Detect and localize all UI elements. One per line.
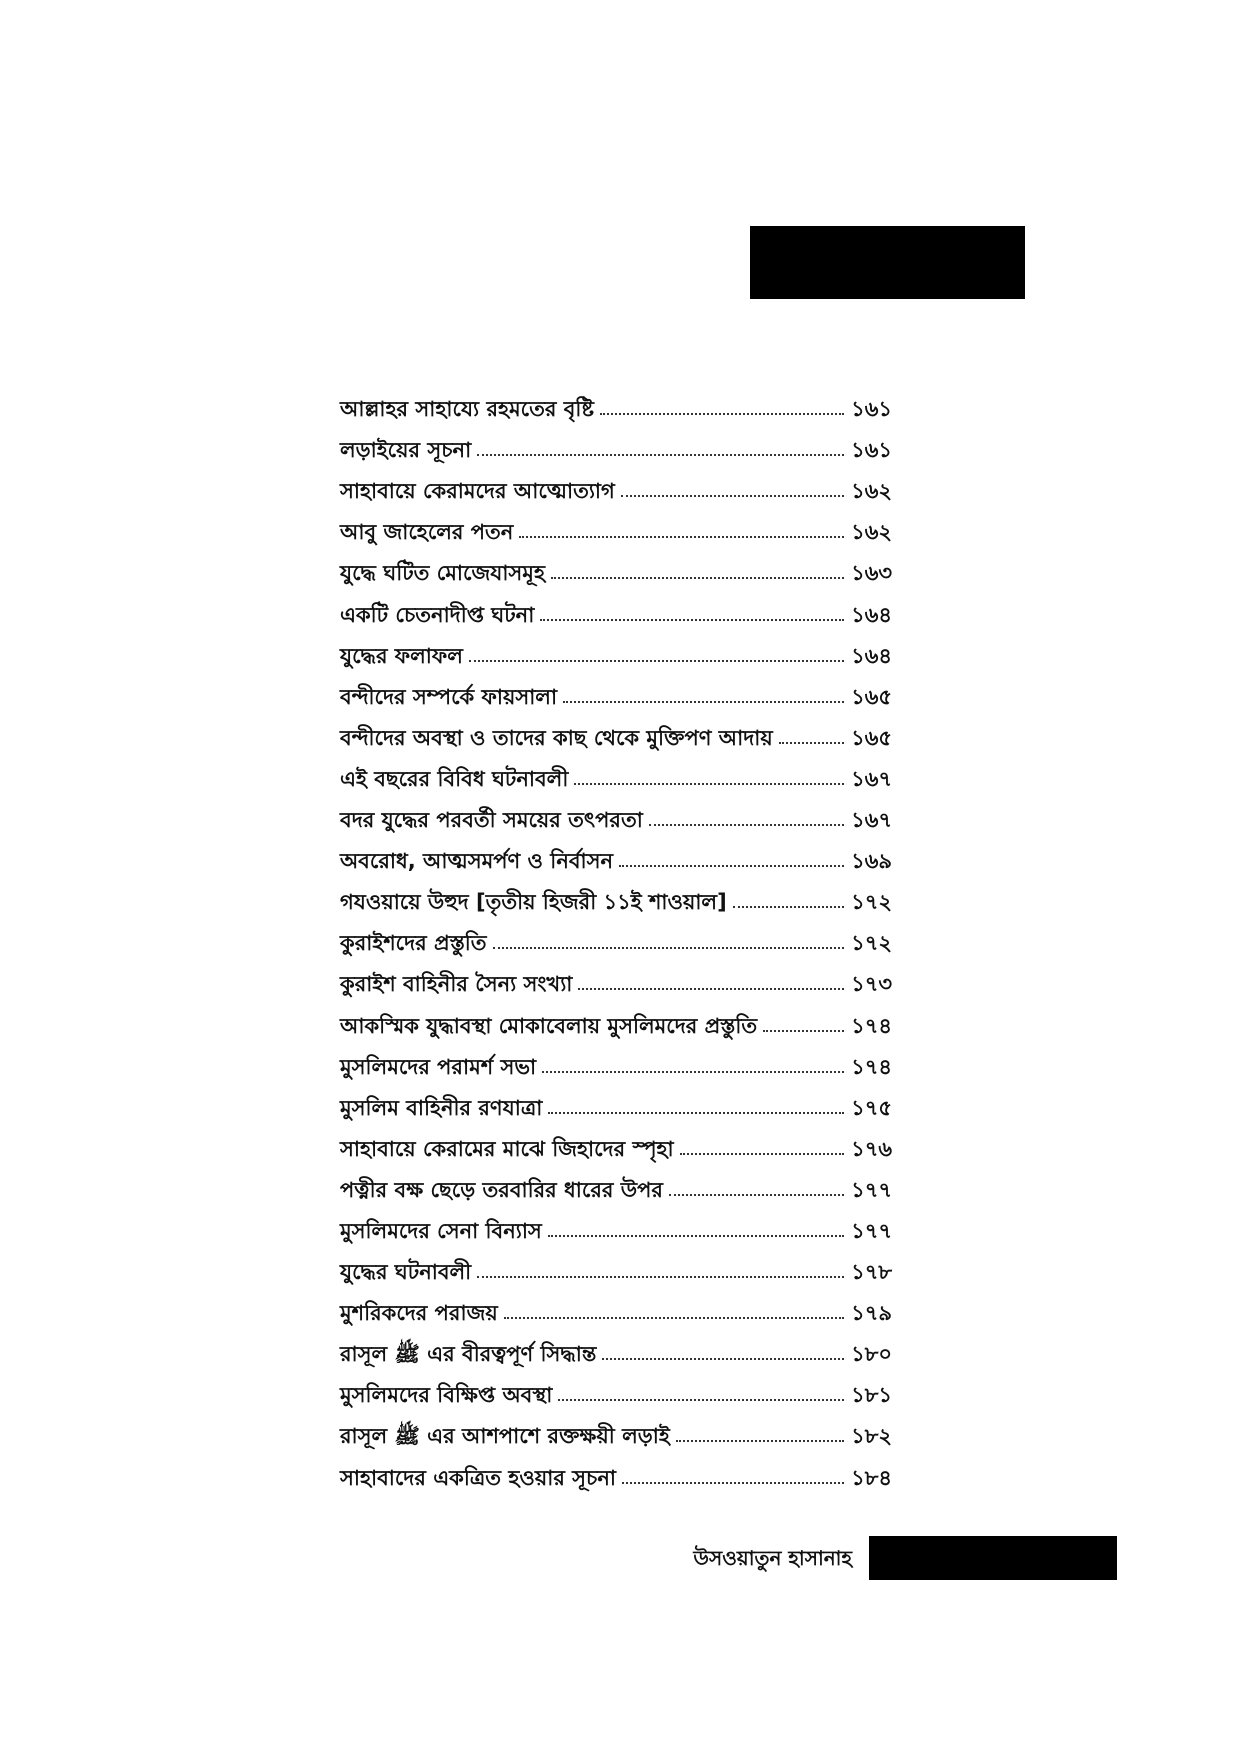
toc-entry-page-number: ১৭৭ [851, 1177, 892, 1202]
toc-entry-page-number: ১৬৫ [851, 684, 892, 709]
toc-entry-page-number: ১৭৫ [851, 1095, 892, 1120]
header-black-block [750, 226, 1025, 299]
toc-entry-title: কুরাইশদের প্রস্তুতি [340, 931, 487, 956]
toc-entry-title: মুশরিকদের পরাজয় [340, 1301, 498, 1326]
toc-entry-title: রাসূল ﷺ এর আশপাশে রক্তক্ষয়ী লড়াই [340, 1424, 670, 1449]
toc-entry-title: গযওয়ায়ে উহুদ [তৃতীয় হিজরী ১১ই শাওয়াল] [340, 890, 727, 915]
toc-entry [340, 463, 892, 504]
toc-entry [340, 504, 892, 545]
toc-entry-title: যুদ্ধের ঘটনাবলী [340, 1260, 472, 1285]
toc-entry-page-number: ১৬৭ [851, 766, 892, 791]
toc-entry [340, 874, 892, 915]
dot-leader [621, 495, 844, 497]
dot-leader [649, 824, 844, 826]
footer-black-block [869, 1536, 1117, 1580]
toc-entry-page-number: ১৬২ [851, 479, 892, 504]
toc-entry-title: পত্নীর বক্ষ ছেড়ে তরবারির ধারের উপর [340, 1177, 663, 1202]
toc-entry-title: মুসলিম বাহিনীর রণযাত্রা [340, 1095, 543, 1120]
toc-entry-title: আবু জাহেলের পতন [340, 520, 514, 545]
dot-leader [563, 701, 844, 703]
toc-entry-page-number: ১৬৩ [851, 561, 892, 586]
dot-leader [600, 413, 844, 415]
toc-entry-title: বন্দীদের সম্পর্কে ফায়সালা [340, 684, 558, 709]
dot-leader [779, 742, 844, 744]
dot-leader [574, 783, 844, 785]
toc-entry [340, 1326, 892, 1367]
table-of-contents [340, 381, 892, 1491]
toc-entry [340, 1203, 892, 1244]
toc-entry [340, 1449, 892, 1490]
dot-leader [540, 619, 844, 621]
toc-entry [340, 915, 892, 956]
toc-entry-title: আল্লাহর সাহায্যে রহমতের বৃষ্টি [340, 397, 595, 422]
toc-entry-title: এই বছরের বিবিধ ঘটনাবলী [340, 766, 569, 791]
dot-leader [676, 1440, 844, 1442]
toc-entry [340, 545, 892, 586]
toc-entry [340, 586, 892, 627]
toc-entry-page-number: ১৭২ [851, 931, 892, 956]
dot-leader [578, 988, 844, 990]
toc-entry [340, 997, 892, 1038]
toc-entry-title: লড়াইয়ের সূচনা [340, 438, 472, 463]
toc-entry-page-number: ১৭৭ [851, 1218, 892, 1243]
toc-entry-title: মুসলিমদের বিক্ষিপ্ত অবস্থা [340, 1383, 553, 1408]
toc-entry-title: কুরাইশ বাহিনীর সৈন্য সংখ্যা [340, 972, 573, 997]
toc-entry [340, 1039, 892, 1080]
toc-entry-page-number: ১৭৪ [851, 1054, 892, 1079]
dot-leader [542, 1071, 844, 1073]
toc-entry [340, 381, 892, 422]
toc-entry-page-number: ১৬৫ [851, 725, 892, 750]
toc-entry-page-number: ১৬৭ [851, 808, 892, 833]
toc-entry-title: বন্দীদের অবস্থা ও তাদের কাছ থেকে মুক্তিপণ আদায় [340, 725, 773, 750]
toc-entry-title: মুসলিমদের সেনা বিন্যাস [340, 1218, 542, 1243]
toc-entry-page-number: ১৮১ [851, 1383, 892, 1408]
toc-entry [340, 1121, 892, 1162]
dot-leader [622, 1482, 844, 1484]
toc-entry [340, 669, 892, 710]
toc-entry-title: সাহাবায়ে কেরামের মাঝে জিহাদের স্পৃহা [340, 1136, 674, 1161]
dot-leader [558, 1399, 844, 1401]
toc-entry-title: মুসলিমদের পরামর্শ সভা [340, 1054, 537, 1079]
toc-entry [340, 1285, 892, 1326]
toc-entry-title: যুদ্ধের ফলাফল [340, 643, 463, 668]
dot-leader [548, 1112, 844, 1114]
dot-leader [763, 1030, 844, 1032]
toc-entry-title: একটি চেতনাদীপ্ত ঘটনা [340, 602, 535, 627]
dot-leader [477, 454, 844, 456]
toc-entry [340, 710, 892, 751]
toc-entry-page-number: ১৬১ [851, 397, 892, 422]
toc-entry-page-number: ১৬২ [851, 520, 892, 545]
dot-leader [477, 1276, 844, 1278]
toc-entry [340, 1367, 892, 1408]
toc-entry [340, 628, 892, 669]
toc-entry [340, 751, 892, 792]
dot-leader [551, 577, 844, 579]
toc-entry-page-number: ১৮৪ [851, 1465, 892, 1490]
toc-entry [340, 1408, 892, 1449]
toc-entry-title: বদর যুদ্ধের পরবর্তী সময়ের তৎপরতা [340, 808, 643, 833]
toc-entry [340, 1162, 892, 1203]
toc-entry-title: রাসূল ﷺ এর বীরত্বপূর্ণ সিদ্ধান্ত [340, 1342, 597, 1367]
toc-entry [340, 956, 892, 997]
toc-entry-page-number: ১৭৮ [851, 1260, 892, 1285]
toc-entry-page-number: ১৬৪ [851, 602, 892, 627]
toc-entry [340, 833, 892, 874]
toc-entry-page-number: ১৬৪ [851, 643, 892, 668]
dot-leader [519, 536, 844, 538]
dot-leader [602, 1358, 844, 1360]
toc-entry [340, 792, 892, 833]
toc-entry-page-number: ১৮০ [851, 1342, 892, 1367]
dot-leader [733, 906, 844, 908]
dot-leader [669, 1194, 844, 1196]
toc-entry-title: অবরোধ, আত্মসমর্পণ ও নির্বাসন [340, 849, 614, 874]
dot-leader [493, 947, 844, 949]
toc-entry-title: সাহাবাদের একত্রিত হওয়ার সূচনা [340, 1465, 617, 1490]
toc-entry-title: যুদ্ধে ঘটিত মোজেযাসমূহ [340, 561, 545, 586]
footer-book-title: উসওয়াতুন হাসানাহ [693, 1546, 852, 1570]
dot-leader [469, 660, 844, 662]
dot-leader [504, 1317, 844, 1319]
toc-entry-title: সাহাবায়ে কেরামদের আত্মোত্যাগ [340, 479, 615, 504]
toc-entry-page-number: ১৬১ [851, 438, 892, 463]
dot-leader [680, 1153, 844, 1155]
toc-entry-title: আকস্মিক যুদ্ধাবস্থা মোকাবেলায় মুসলিমদের প্রস্তুতি [340, 1013, 758, 1038]
toc-entry [340, 1080, 892, 1121]
toc-entry-page-number: ১৭৯ [851, 1301, 892, 1326]
toc-entry-page-number: ১৬৯ [851, 849, 892, 874]
toc-entry [340, 422, 892, 463]
dot-leader [548, 1235, 844, 1237]
toc-entry-page-number: ১৭৬ [851, 1136, 892, 1161]
toc-entry [340, 1244, 892, 1285]
toc-entry-page-number: ১৭২ [851, 890, 892, 915]
toc-entry-page-number: ১৭৪ [851, 1013, 892, 1038]
toc-entry-page-number: ১৭৩ [851, 972, 892, 997]
toc-entry-page-number: ১৮২ [851, 1424, 892, 1449]
dot-leader [619, 865, 844, 867]
